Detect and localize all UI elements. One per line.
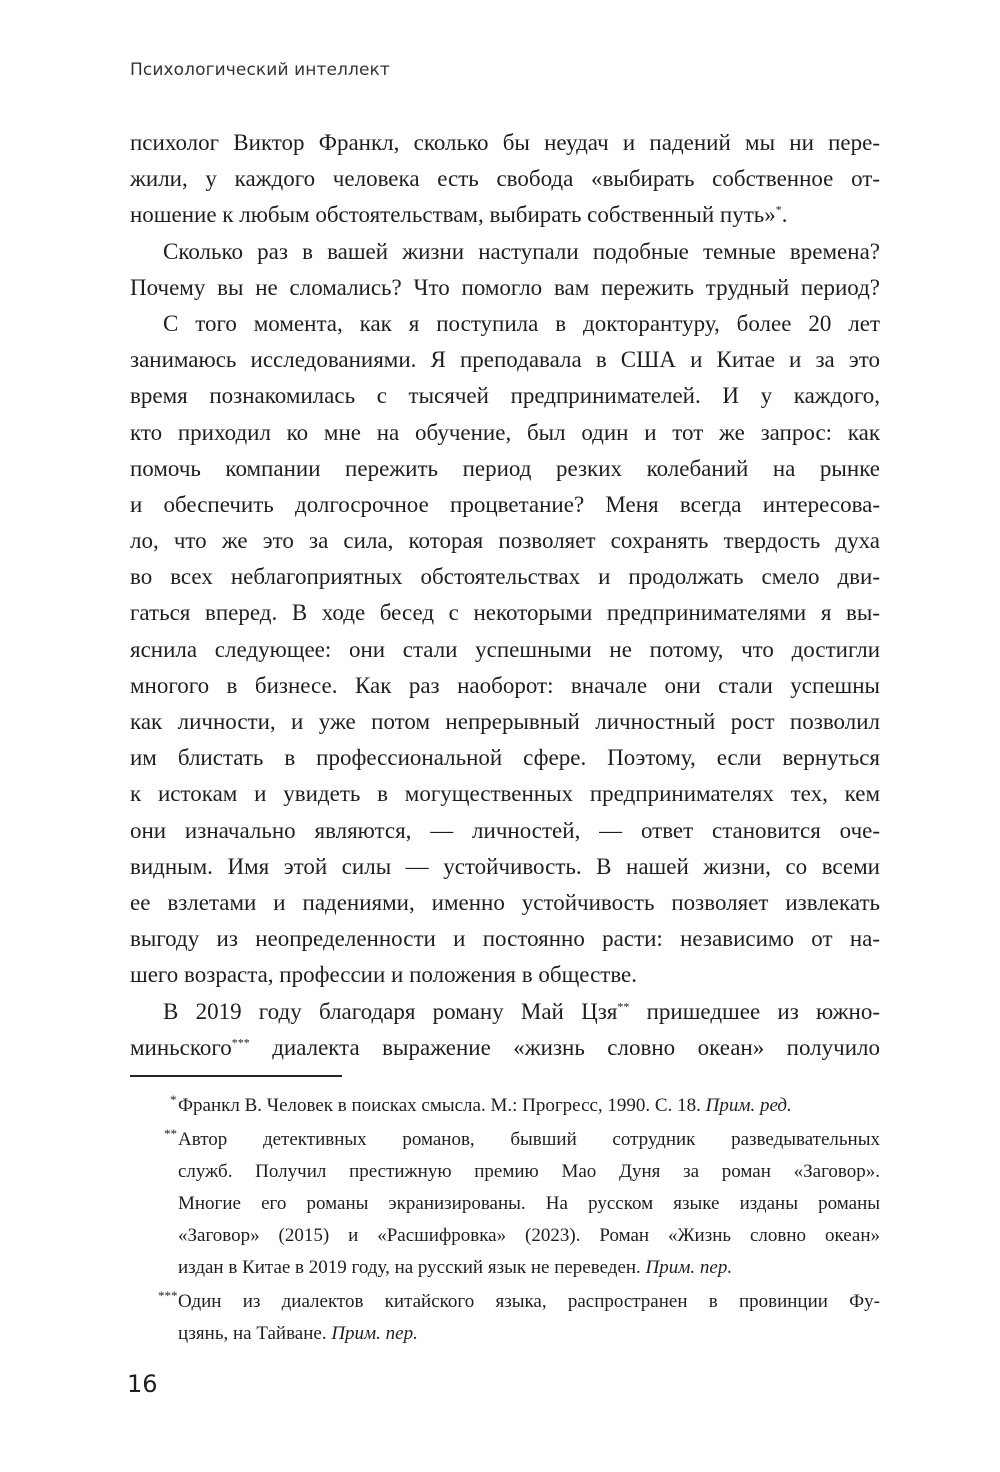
footnote-ref: *** — [231, 1035, 250, 1050]
footnote-mark: ** — [164, 1126, 177, 1141]
text-line: ее взлетами и падениями, именно устойчивость позволяет извлекать — [130, 889, 880, 915]
paragraph-start: С того момента, как я поступила в докторантуру, более 20 лет — [163, 310, 880, 336]
footnote-line: издан в Китае в 2019 году, на русский язык не переведен. Прим. пер. — [178, 1257, 733, 1278]
footnote-separator — [130, 1075, 342, 1077]
text-line: Почему вы не сломались? Что помогло вам пережить трудный период? — [130, 274, 880, 300]
text-line: им блистать в профессиональной сфере. Поэтому, если вернуться — [130, 745, 880, 771]
text-line: и обеспечить долгосрочное процветание? Меня всегда интересова- — [130, 491, 880, 517]
text-line: кто приходил ко мне на обучение, был один и тот же запрос: как — [130, 419, 880, 445]
footnote-ref: * — [775, 202, 782, 217]
text-line: миньского*** диалекта выражение «жизнь словно океан» получило — [130, 1034, 881, 1060]
running-header: Психологический интеллект — [130, 60, 390, 80]
text-line: они изначально являются, — личностей, — ответ становится оче- — [130, 817, 880, 843]
text-line: занимаюсь исследованиями. Я преподавала в США и Китае и за это — [130, 347, 880, 373]
text-line: жили, у каждого человека есть свобода «выбирать собственное от- — [130, 166, 880, 192]
text-line: яснила следующее: они стали успешными не потому, что достигли — [130, 636, 880, 662]
footnote-line: «Заговор» (2015) и «Расшифровка» (2023). Роман «Жизнь словно океан» — [178, 1225, 880, 1246]
text-line: ношение к любым обстоятельствам, выбирать собственный путь»*. — [130, 202, 788, 228]
footnote-mark: * — [170, 1092, 177, 1107]
page-number: 16 — [127, 1370, 158, 1398]
footnote-line: Многие его романы экранизированы. На русском языке изданы романы — [178, 1193, 880, 1214]
text-line: во всех неблагоприятных обстоятельствах и продолжать смело дви- — [130, 564, 880, 590]
text-line: к истокам и увидеть в могущественных предпринимателях тех, кем — [130, 781, 880, 807]
text-line: время познакомилась с тысячей предпринимателей. И у каждого, — [130, 383, 880, 409]
footnote-ref: ** — [617, 998, 630, 1013]
footnote-line: цзянь, на Тайване. Прим. пер. — [178, 1323, 418, 1344]
paragraph-start: Сколько раз в вашей жизни наступали подобные темные времена? — [163, 238, 880, 264]
main-text — [130, 125, 880, 1066]
text-line: гаться вперед. В ходе бесед с некоторыми предпринимателями я вы- — [130, 600, 880, 626]
footnote-2: ** Автор детективных романов, бывший сотрудник разведывательных — [130, 1124, 880, 1156]
footnote-line: служб. Получил престижную премию Мао Дуня за роман «Заговор». — [178, 1161, 880, 1182]
footnote-mark: *** — [158, 1288, 178, 1303]
text-line: шего возраста, профессии и положения в обществе. — [130, 962, 638, 988]
footnotes — [130, 1090, 880, 1350]
footnote-3: *** Один из диалектов китайского языка, распространен в провинции Фу- — [130, 1286, 880, 1318]
footnote-1: * Франкл В. Человек в поисках смысла. М.: Прогресс, 1990. С. 18. Прим. ред. — [130, 1090, 880, 1122]
text-line: ло, что же это за сила, которая позволяет сохранять твердость духа — [130, 528, 880, 554]
text-line: выгоду из неопределенности и постоянно расти: независимо от на- — [130, 926, 880, 952]
text-line: помочь компании пережить период резких колебаний на рынке — [130, 455, 880, 481]
text-line: психолог Виктор Франкл, сколько бы неудач и падений мы ни пере- — [130, 130, 880, 155]
paragraph-start: В 2019 году благодаря роману Май Цзя** пришедшее из южно- — [163, 998, 880, 1024]
text-line: видным. Имя этой силы — устойчивость. В нашей жизни, со всеми — [130, 853, 880, 879]
text-line: многого в бизнесе. Как раз наоборот: вначале они стали успешны — [130, 672, 880, 698]
text-line: как личности, и уже потом непрерывный личностный рост позволил — [130, 709, 880, 734]
